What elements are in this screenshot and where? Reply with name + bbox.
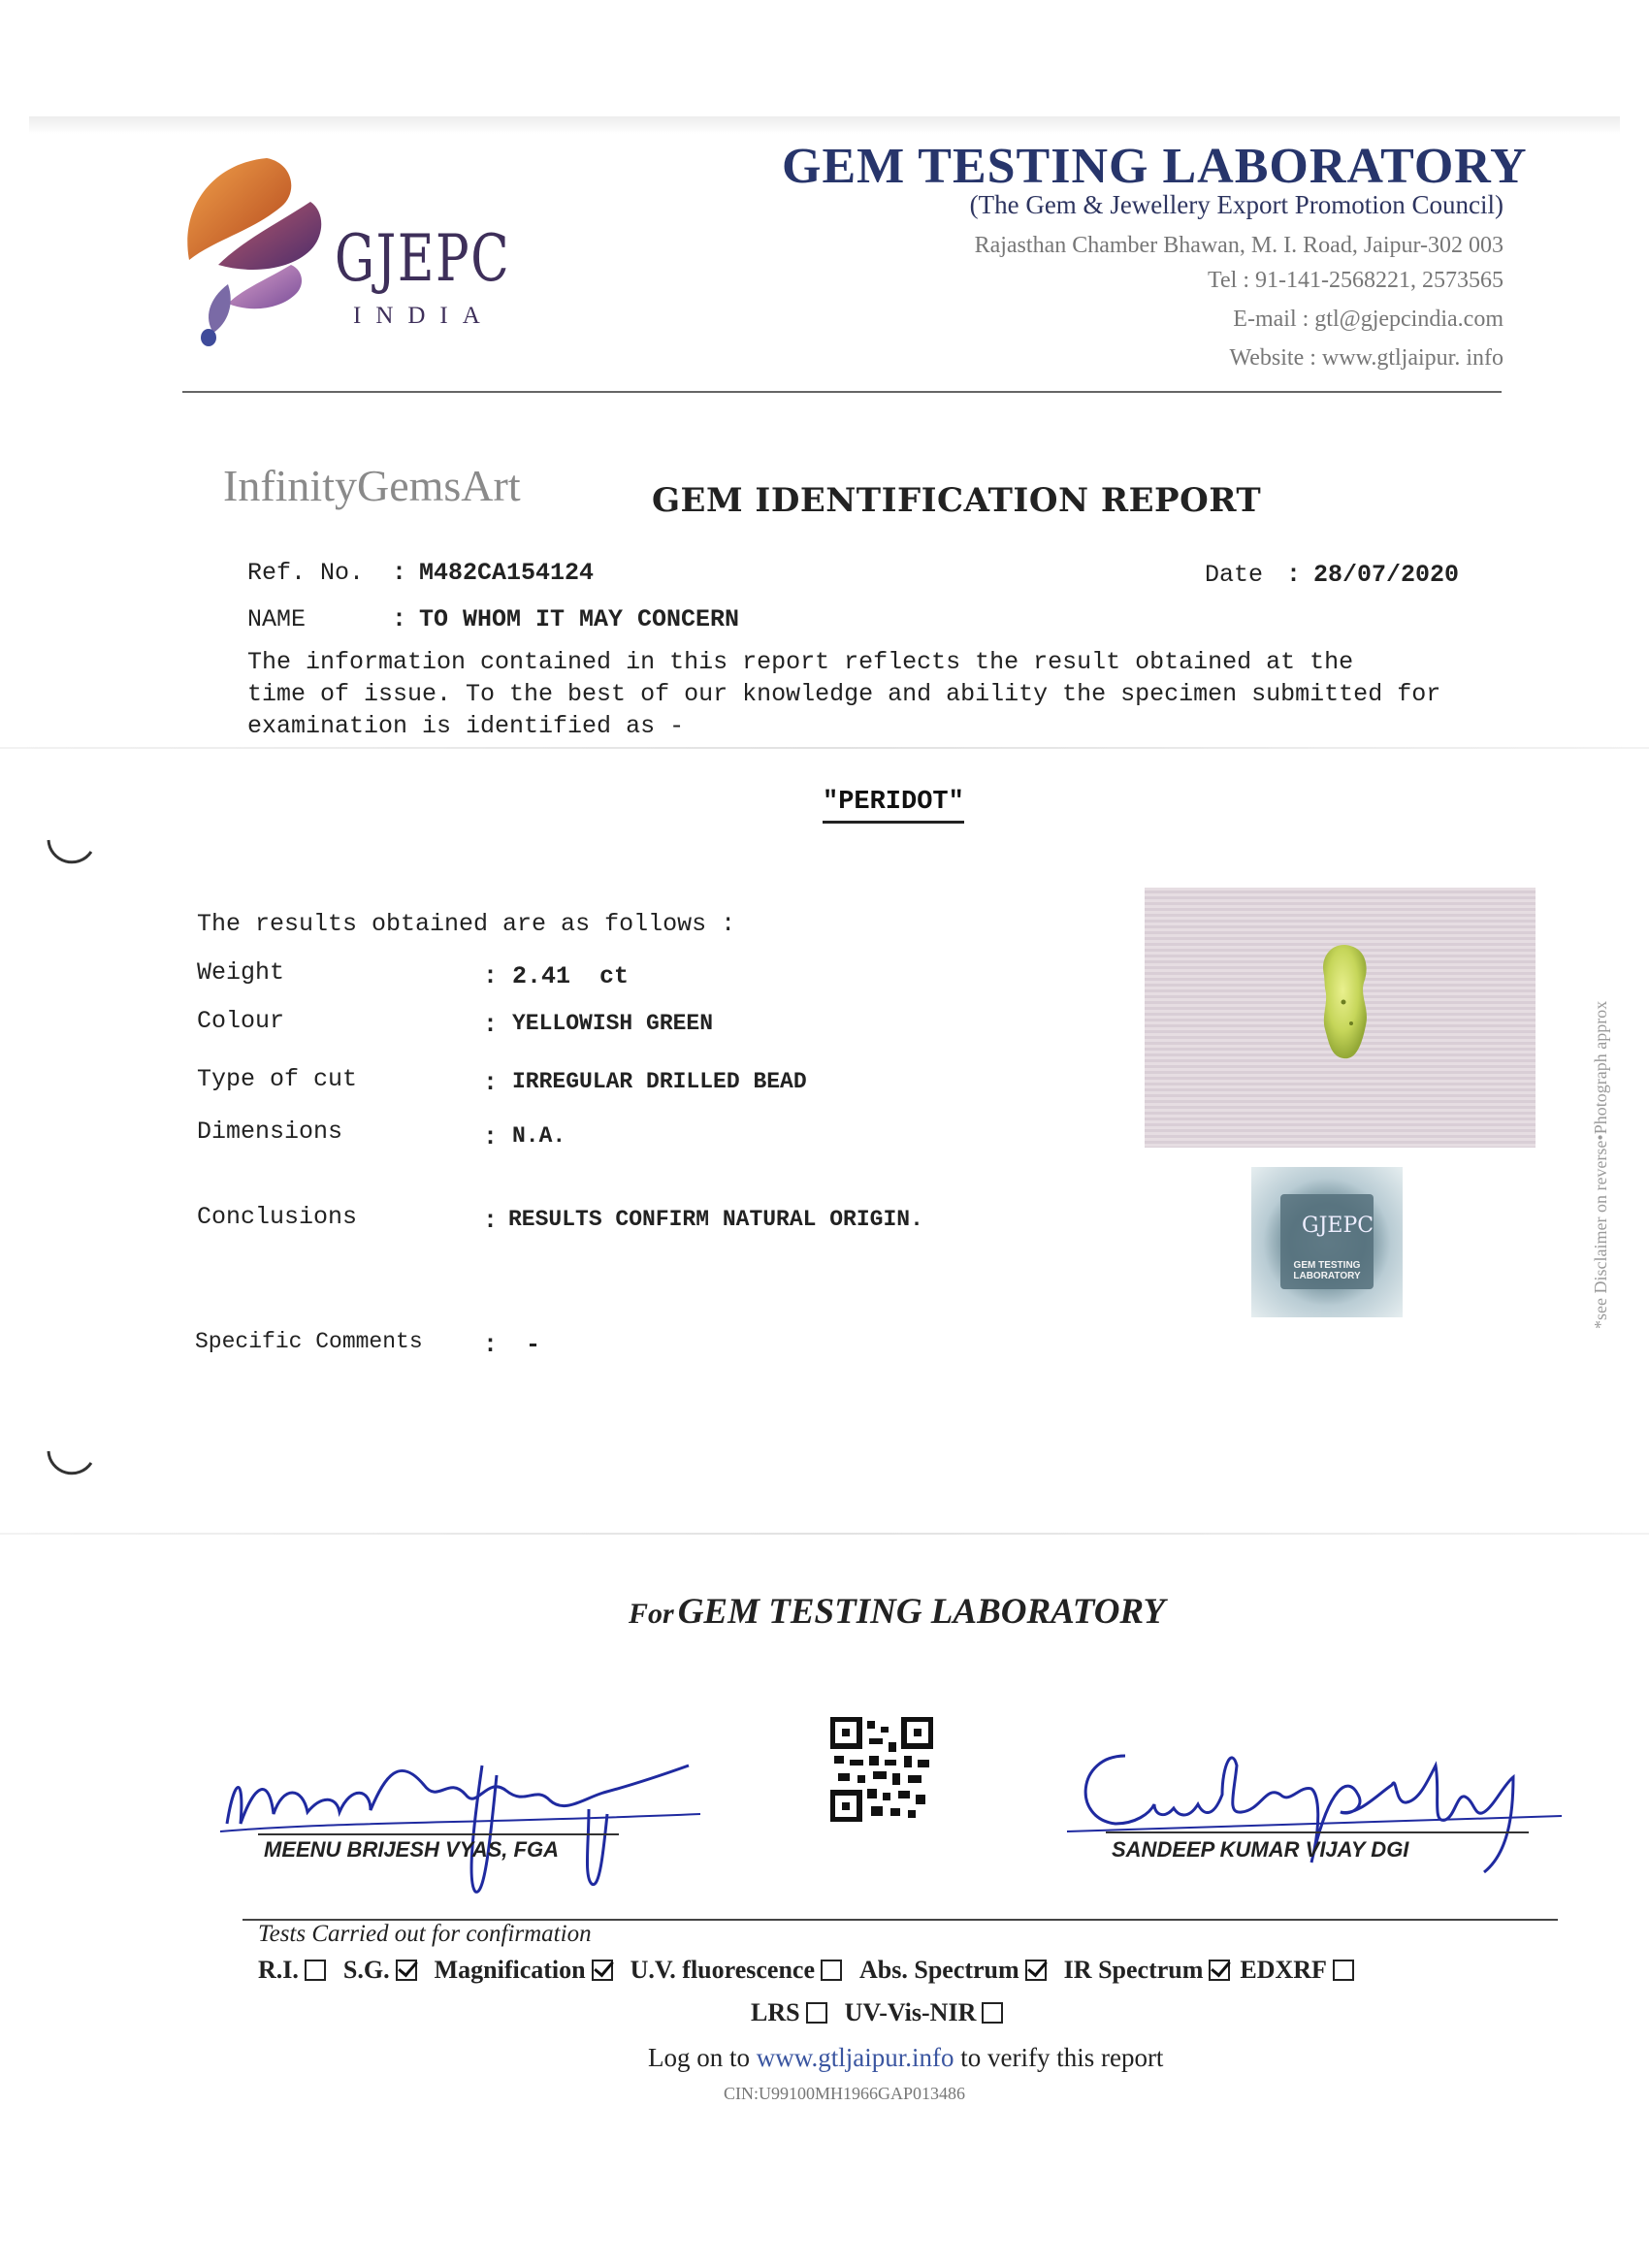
lab-title: GEM TESTING LABORATORY (782, 139, 1528, 194)
side-disclaimer: *see Disclaimer on reverse•Photograph approx (1591, 1000, 1610, 1329)
field-value-comments: - (526, 1331, 541, 1359)
test-label-ir: IR Spectrum (1063, 1956, 1204, 1984)
test-label-abs: Abs. Spectrum (859, 1956, 1019, 1984)
for-prefix: For (629, 1598, 674, 1630)
lab-council: (The Gem & Jewellery Export Promotion Council) (969, 190, 1504, 219)
test-label-sg: S.G. (342, 1956, 390, 1984)
name-label: NAME (247, 605, 307, 633)
test-label-uv: U.V. fluorescence (630, 1956, 815, 1984)
hologram-logo: GJEPC (1302, 1214, 1374, 1238)
logo-subtitle: INDIA (353, 303, 495, 329)
field-label-conclusions: Conclusions (197, 1203, 358, 1231)
field-value-colour: YELLOWISH GREEN (512, 1011, 714, 1036)
name-colon: : (392, 605, 407, 633)
date-colon: : (1286, 561, 1302, 589)
verify-suffix: to verify this report (960, 2043, 1164, 2072)
fold-line (0, 747, 1649, 749)
punch-hole (39, 1434, 97, 1492)
signature-line (1106, 1831, 1529, 1833)
test-checkbox-uvvisnir (982, 2002, 1003, 2024)
test-label-edxrf: EDXRF (1240, 1956, 1327, 1984)
date-value: 28/07/2020 (1313, 561, 1460, 589)
for-lab-line (629, 1591, 1165, 1633)
test-checkbox-magnification (592, 1960, 613, 1981)
punch-hole (39, 823, 97, 881)
tests-title: Tests Carried out for confirmation (258, 1921, 592, 1947)
lab-website: Website : www.gtljaipur. info (1229, 345, 1504, 371)
field-label-cut: Type of cut (197, 1065, 358, 1093)
field-label-dimensions: Dimensions (197, 1118, 343, 1146)
field-colon: : (483, 1011, 499, 1039)
ref-label: Ref. No. (247, 559, 365, 587)
test-checkbox-sg (396, 1960, 417, 1981)
field-value-dimensions: N.A. (512, 1123, 566, 1149)
signature-left-icon (215, 1717, 700, 1901)
test-label-magnification: Magnification (434, 1956, 586, 1984)
field-label-comments: Specific Comments (195, 1329, 423, 1354)
test-label-uvvisnir: UV-Vis-NIR (844, 1998, 977, 2026)
signatory-left: MEENU BRIJESH VYAS, FGA (264, 1837, 559, 1862)
ref-colon: : (392, 559, 407, 587)
intro-line: examination is identified as - (247, 712, 685, 740)
lab-email: E-mail : gtl@gjepcindia.com (1233, 307, 1504, 332)
report-title: GEM IDENTIFICATION REPORT (652, 481, 1262, 520)
verify-prefix: Log on to (648, 2043, 750, 2072)
test-label-ri: R.I. (258, 1956, 299, 1984)
verify-line (648, 2043, 1163, 2073)
signature-line (258, 1833, 619, 1835)
verify-link[interactable]: www.gtljaipur.info (756, 2043, 954, 2072)
field-colon: : (483, 1069, 499, 1097)
lab-telephone: Tel : 91-141-2568221, 2573565 (1208, 268, 1504, 293)
test-label-lrs: LRS (751, 1998, 800, 2026)
test-checkbox-uv (821, 1960, 842, 1981)
signatory-right: SANDEEP KUMAR VIJAY DGI (1112, 1837, 1409, 1862)
intro-line: time of issue. To the best of our knowledge and ability the specimen submitted for (247, 680, 1441, 708)
results-heading: The results obtained are as follows : (197, 910, 736, 938)
field-label-colour: Colour (197, 1007, 285, 1035)
hologram-text: GEM TESTING LABORATORY (1293, 1260, 1361, 1281)
ref-value: M482CA154124 (419, 559, 595, 587)
client-brand: InfinityGemsArt (223, 461, 521, 510)
qr-code-icon (830, 1717, 933, 1822)
cin-number: CIN:U99100MH1966GAP013486 (724, 2084, 966, 2103)
test-checkbox-ir (1209, 1960, 1230, 1981)
gjepc-logo-icon (175, 153, 340, 347)
hologram-seal (1251, 1167, 1403, 1317)
header-divider (182, 391, 1502, 393)
field-colon: : (483, 1331, 499, 1359)
gem-identification: "PERIDOT" (823, 788, 964, 824)
gem-photo (1145, 888, 1536, 1148)
field-colon: : (483, 962, 499, 990)
field-colon: : (483, 1123, 499, 1151)
field-colon: : (483, 1207, 499, 1235)
test-checkbox-edxrf (1333, 1960, 1354, 1981)
tests-row (751, 1998, 1020, 2027)
peridot-gem-icon (1145, 888, 1536, 1148)
field-value-conclusions: RESULTS CONFIRM NATURAL ORIGIN. (508, 1207, 923, 1232)
name-value: TO WHOM IT MAY CONCERN (419, 605, 740, 633)
scan-shadow (29, 116, 1620, 134)
intro-line: The information contained in this report reflects the result obtained at the (247, 648, 1354, 676)
field-value-cut: IRREGULAR DRILLED BEAD (512, 1069, 807, 1094)
for-lab-name: GEM TESTING LABORATORY (677, 1592, 1166, 1632)
date-label: Date (1205, 561, 1264, 589)
fold-line (0, 1533, 1649, 1535)
test-checkbox-lrs (806, 2002, 827, 2024)
lab-address: Rajasthan Chamber Bhawan, M. I. Road, Jaipur-302 003 (974, 233, 1504, 258)
field-value-weight: 2.41 ct (512, 962, 630, 990)
field-label-weight: Weight (197, 958, 285, 987)
signature-right-icon (1057, 1727, 1562, 1892)
logo-wordmark: GJEPC (335, 221, 511, 296)
tests-row (258, 1956, 1372, 1985)
test-checkbox-ri (305, 1960, 326, 1981)
test-checkbox-abs (1025, 1960, 1047, 1981)
